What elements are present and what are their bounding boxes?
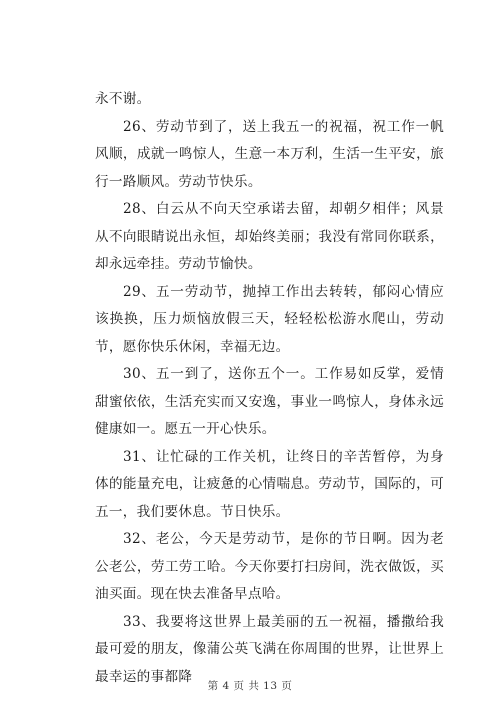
page-footer: 第 4 页 共 13 页 [207, 680, 293, 692]
paragraph-33: 33、我要将这世界上最美丽的五一祝福，播撒给我最可爱的朋友，像蒲公英飞满在你周围的世界，让世界上最幸运的事都降 [95, 613, 444, 685]
paragraph-29: 29、五一劳动节，抛掉工作出去转转，郁闷心情应该换换，压力烦恼放假三天，轻轻松松游水爬山，劳动节，愿你快乐休闲，幸福无边。 [95, 283, 444, 355]
paragraph-continuation: 永不谢。 [95, 91, 151, 107]
paragraph-26: 26、劳动节到了，送上我五一的祝福，祝工作一帆风顺，成就一鸣惊人，生意一本万利，生活一生平安，旅行一路顺风。劳动节快乐。 [95, 118, 444, 190]
paragraph-28: 28、白云从不向天空承诺去留，却朝夕相伴；风景从不向眼睛说出永恒，却始终美丽；我没有常同你联系，却永远牵挂。劳动节愉快。 [95, 201, 444, 272]
document-body [95, 86, 444, 691]
paragraph-31: 31、让忙碌的工作关机，让终日的辛苦暂停，为身体的能量充电，让疲惫的心情喘息。劳动节，国际的，可五一，我们要休息。节日快乐。 [95, 448, 444, 520]
paragraph-32: 32、老公，今天是劳动节，是你的节日啊。因为老公老公，劳工劳工哈。今天你要打扫房间，洗衣做饭，买油买面。现在快去准备早点哈。 [95, 531, 444, 602]
paragraph-30: 30、五一到了，送你五个一。工作易如反掌，爱情甜蜜依依，生活充实而又安逸，事业一鸣惊人，身体永远健康如一。愿五一开心快乐。 [95, 366, 444, 437]
